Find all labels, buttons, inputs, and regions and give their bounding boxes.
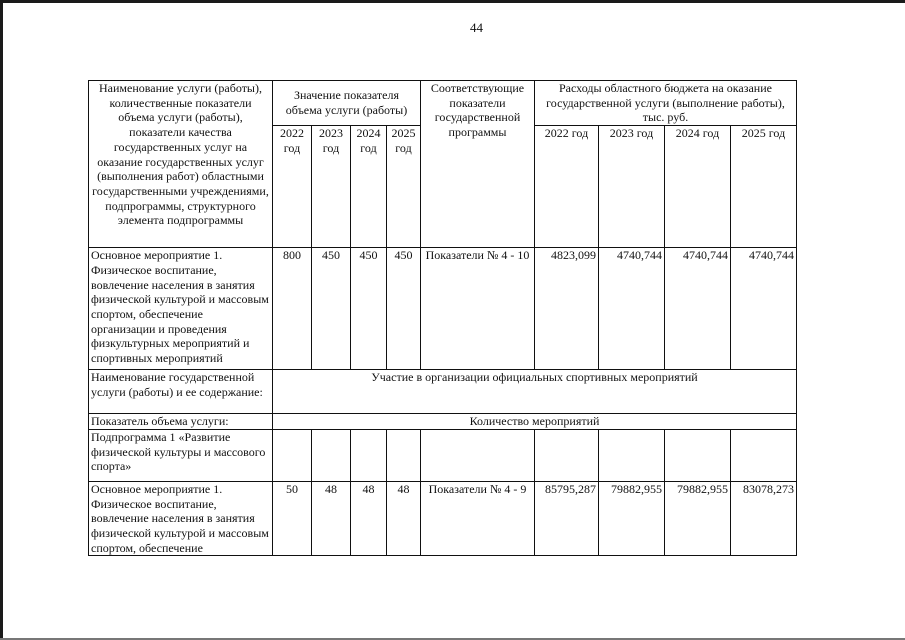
row-indicators: Показатели № 4 - 10 bbox=[421, 248, 535, 370]
header-expense-year-2022: 2022 год bbox=[535, 126, 599, 248]
header-expense-year-2025: 2025 год bbox=[731, 126, 797, 248]
row-value: 800 bbox=[273, 248, 312, 370]
header-expenses: Расходы областного бюджета на оказание государственной услуги (выполнение работы), тыс. руб. bbox=[535, 81, 797, 126]
row-value: 450 bbox=[351, 248, 387, 370]
header-year-2023: 2023 год bbox=[312, 126, 351, 248]
row-value: 48 bbox=[387, 481, 421, 556]
empty-cell bbox=[351, 429, 387, 481]
empty-cell bbox=[535, 429, 599, 481]
row-label: Наименование государственной услуги (работы) и ее содержание: bbox=[89, 370, 273, 414]
row-expense: 85795,287 bbox=[535, 481, 599, 556]
header-indicators: Соответствующие показатели государственной программы bbox=[421, 81, 535, 248]
row-expense: 83078,273 bbox=[731, 481, 797, 556]
empty-cell bbox=[273, 429, 312, 481]
empty-cell bbox=[421, 429, 535, 481]
row-expense: 4823,099 bbox=[535, 248, 599, 370]
empty-cell bbox=[599, 429, 665, 481]
empty-cell bbox=[665, 429, 731, 481]
table-row bbox=[89, 414, 797, 430]
header-expense-year-2023: 2023 год bbox=[599, 126, 665, 248]
page-number: 44 bbox=[470, 20, 483, 35]
table-row bbox=[89, 429, 797, 481]
header-row-top bbox=[89, 81, 797, 126]
row-expense: 4740,744 bbox=[599, 248, 665, 370]
table-row bbox=[89, 481, 797, 556]
header-year-2022: 2022 год bbox=[273, 126, 312, 248]
row-indicators: Показатели № 4 - 9 bbox=[421, 481, 535, 556]
row-merged-value: Участие в организации официальных спортивных мероприятий bbox=[273, 370, 797, 414]
row-name: Основное мероприятие 1. Физическое воспитание, вовлечение населения в занятия физической культурой и массовым спортом, обеспечение организации и проведения физкультурных мероприятий и спортивных мероприятий bbox=[89, 248, 273, 370]
row-expense: 79882,955 bbox=[599, 481, 665, 556]
row-name: Подпрограмма 1 «Развитие физической культуры и массового спорта» bbox=[89, 429, 273, 481]
header-value: Значение показателя объема услуги (работы) bbox=[273, 81, 421, 126]
empty-cell bbox=[731, 429, 797, 481]
row-value: 450 bbox=[312, 248, 351, 370]
empty-cell bbox=[312, 429, 351, 481]
header-year-2024: 2024 год bbox=[351, 126, 387, 248]
row-value: 48 bbox=[351, 481, 387, 556]
row-value: 48 bbox=[312, 481, 351, 556]
table-row bbox=[89, 248, 797, 370]
row-label: Показатель объема услуги: bbox=[89, 414, 273, 430]
row-expense: 79882,955 bbox=[665, 481, 731, 556]
scan-edge-left bbox=[0, 0, 3, 640]
row-merged-value: Количество мероприятий bbox=[273, 414, 797, 430]
empty-cell bbox=[387, 429, 421, 481]
row-value: 50 bbox=[273, 481, 312, 556]
row-name: Основное мероприятие 1. Физическое воспитание, вовлечение населения в занятия физической культурой и массовым спортом, обеспечение bbox=[89, 481, 273, 556]
header-expense-year-2024: 2024 год bbox=[665, 126, 731, 248]
services-table bbox=[88, 80, 797, 556]
header-service-name: Наименование услуги (работы), количественные показатели объема услуги (работы), показатели качества государственных услуг на оказание государственных услуг (выполнения работ) областными государственными учреждениями, подпрограммы, структурного элемента подпрограммы bbox=[89, 81, 273, 248]
table-row bbox=[89, 370, 797, 414]
header-year-2025: 2025 год bbox=[387, 126, 421, 248]
row-value: 450 bbox=[387, 248, 421, 370]
scan-edge-top bbox=[0, 0, 905, 3]
row-expense: 4740,744 bbox=[665, 248, 731, 370]
row-expense: 4740,744 bbox=[731, 248, 797, 370]
